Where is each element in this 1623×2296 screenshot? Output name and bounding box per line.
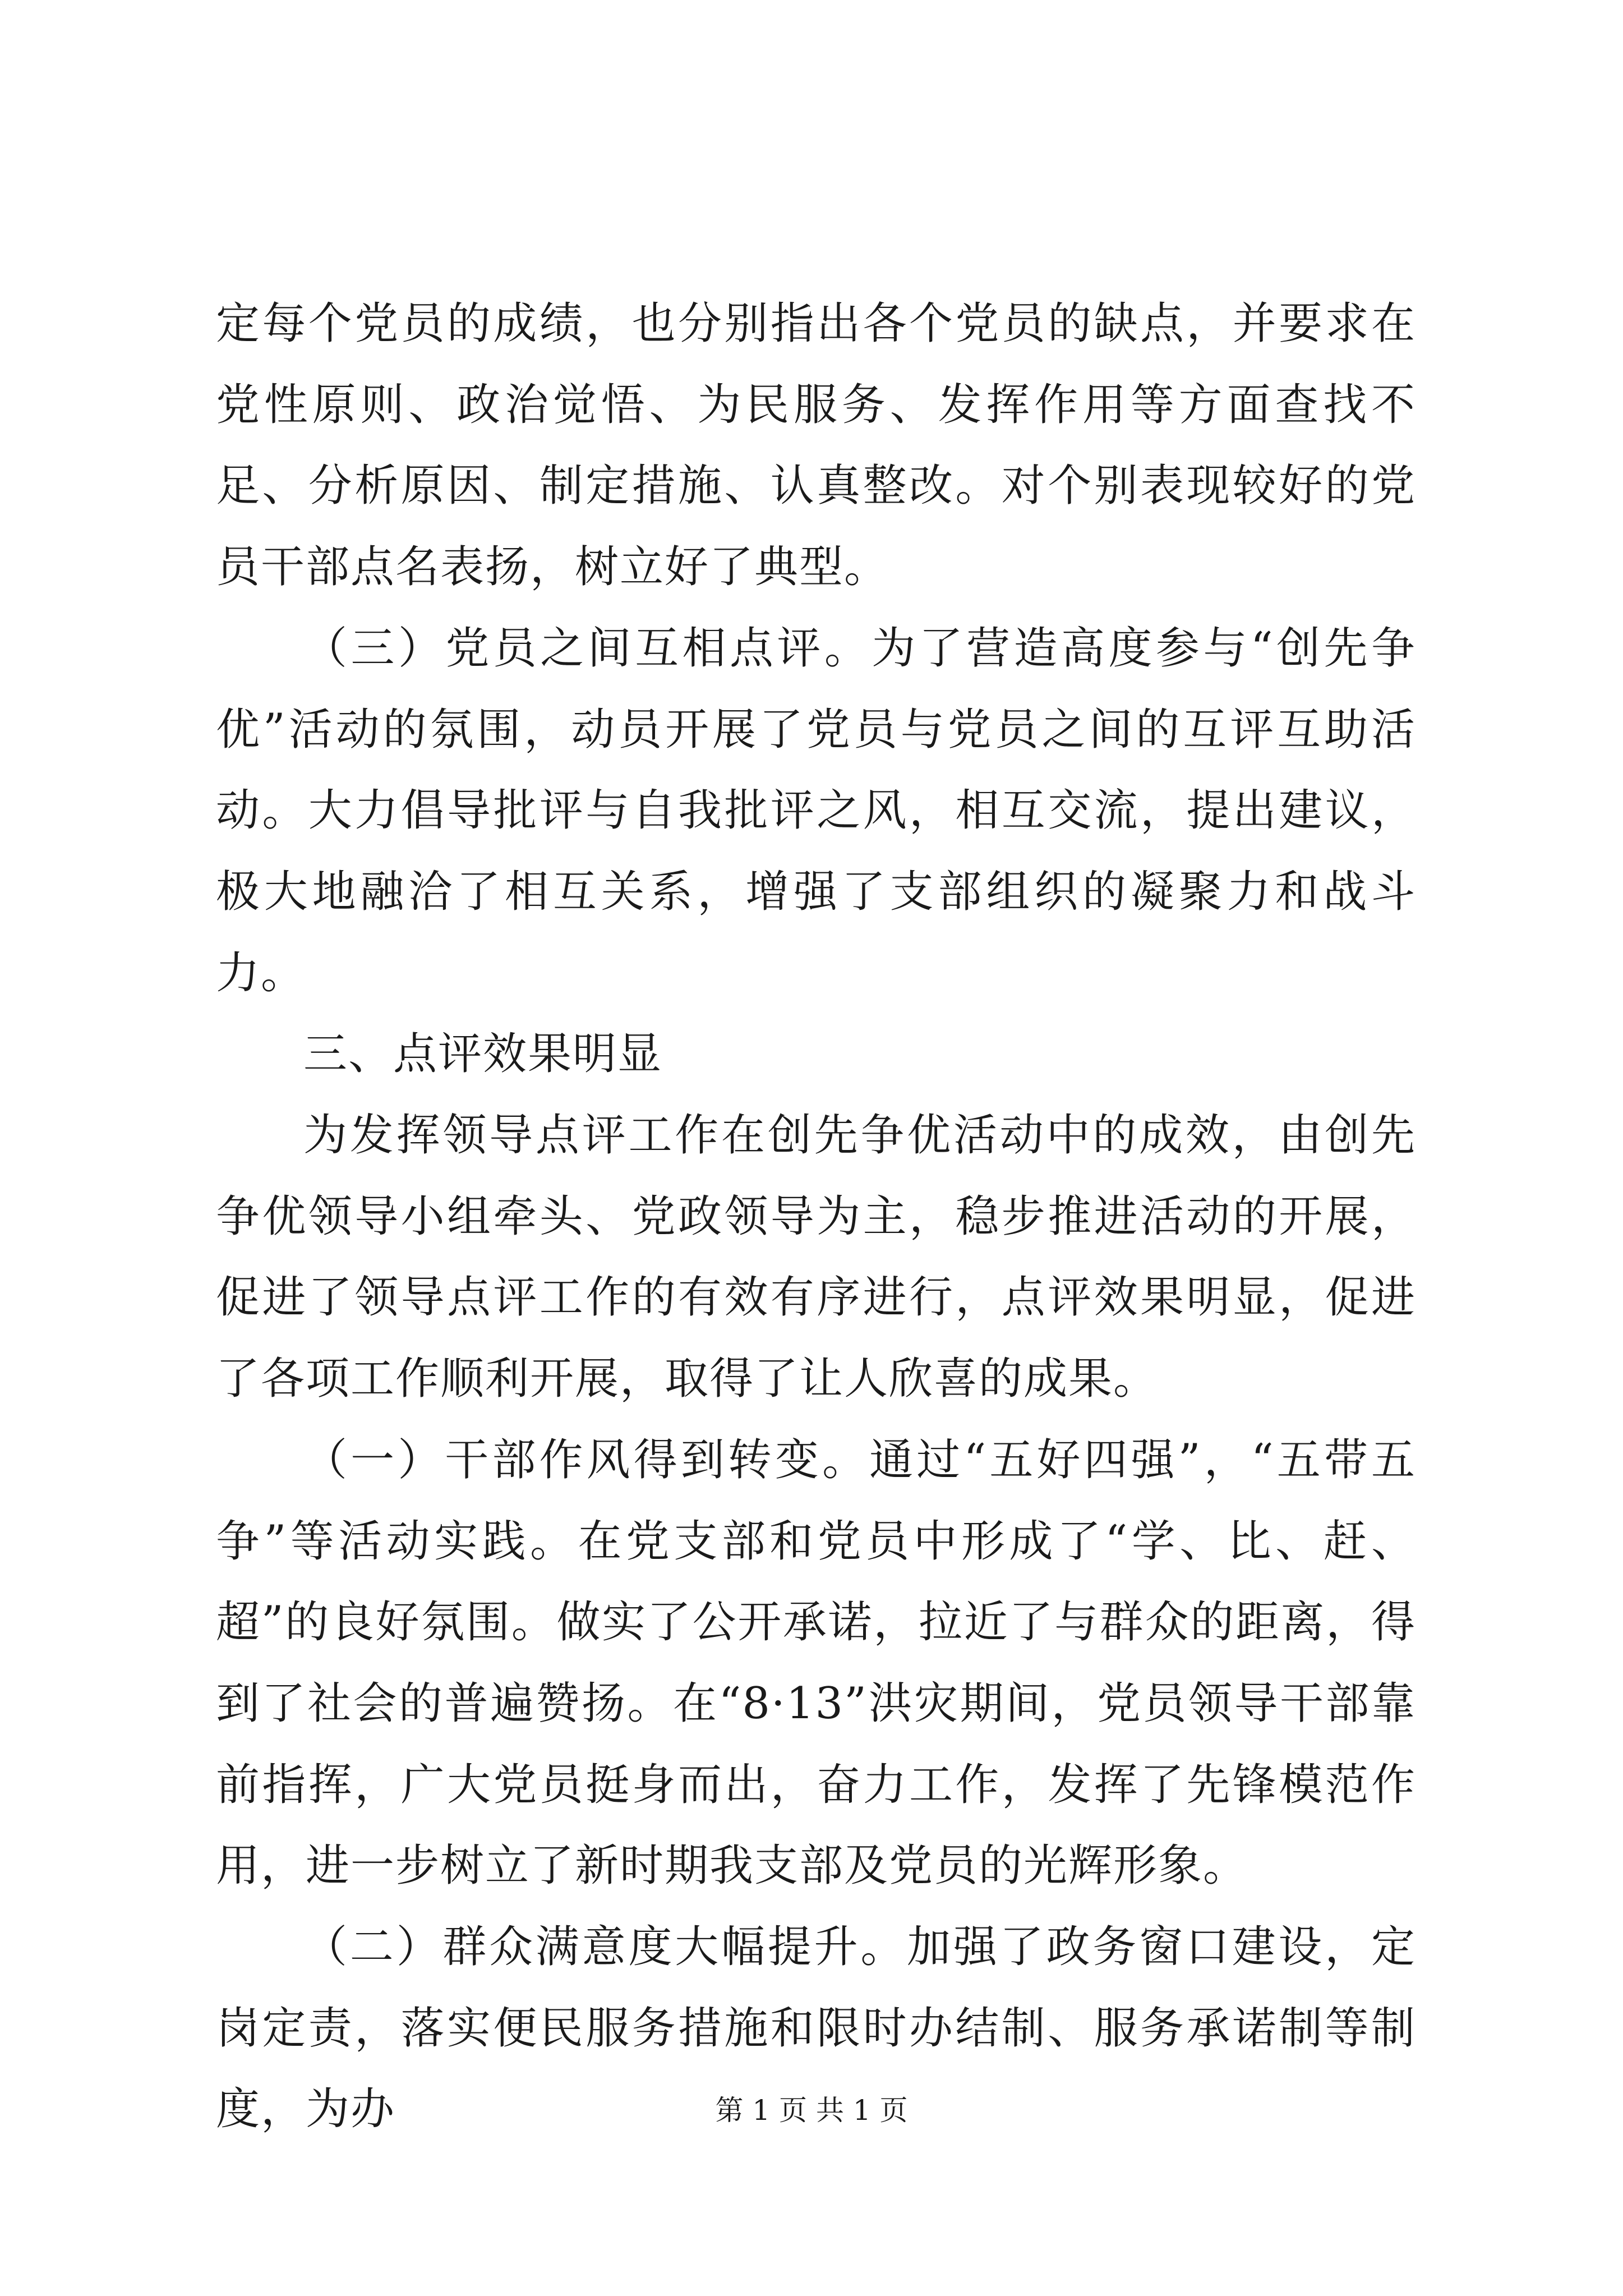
section-heading-effects: 三、点评效果明显 <box>303 1029 663 1080</box>
paragraph-public-satisfaction: （二）群众满意度大幅提升。加强了政务窗口建设，定岗定责，落实便民服务措施和限时办结制、服务承诺制等制度，为办 <box>216 1922 1416 2135</box>
paragraph-evaluation-results: 定每个党员的成绩，也分别指出各个党员的缺点，并要求在党性原则、政治觉悟、为民服务、发挥作用等方面查找不足、分析原因、制定措施、认真整改。对个别表现较好的党员干部点名表扬，树立好了典型。 <box>216 298 1416 593</box>
paragraph-cadre-style: （一）干部作风得到转变。通过“五好四强”，“五带五争”等活动实践。在党支部和党员中形成了“学、比、赶、超”的良好氛围。做实了公开承诺，拉近了与群众的距离，得到了社会的普遍赞扬。在“8·13”洪灾期间，党员领导干部靠前指挥，广大党员挺身而出，奋力工作，发挥了先锋模范作用，进一步树立了新时期我支部及党员的光辉形象。 <box>216 1434 1416 1892</box>
document-body <box>216 283 1416 2150</box>
page-number-label: 第 1 页 共 1 页 <box>715 2094 908 2127</box>
page-footer <box>0 2093 1623 2127</box>
paragraph-effects-intro: 为发挥领导点评工作在创先争优活动中的成效，由创先争优领导小组牵头、党政领导为主，稳步推进活动的开展，促进了领导点评工作的有效有序进行，点评效果明显，促进了各项工作顺利开展，取得了让人欣喜的成果。 <box>216 1110 1416 1405</box>
paragraph-mutual-review: （三）党员之间互相点评。为了营造高度参与“创先争优”活动的氛围，动员开展了党员与党员之间的互评互助活动。大力倡导批评与自我批评之风，相互交流，提出建议，极大地融洽了相互关系，增强了支部组织的凝聚力和战斗力。 <box>216 623 1416 999</box>
